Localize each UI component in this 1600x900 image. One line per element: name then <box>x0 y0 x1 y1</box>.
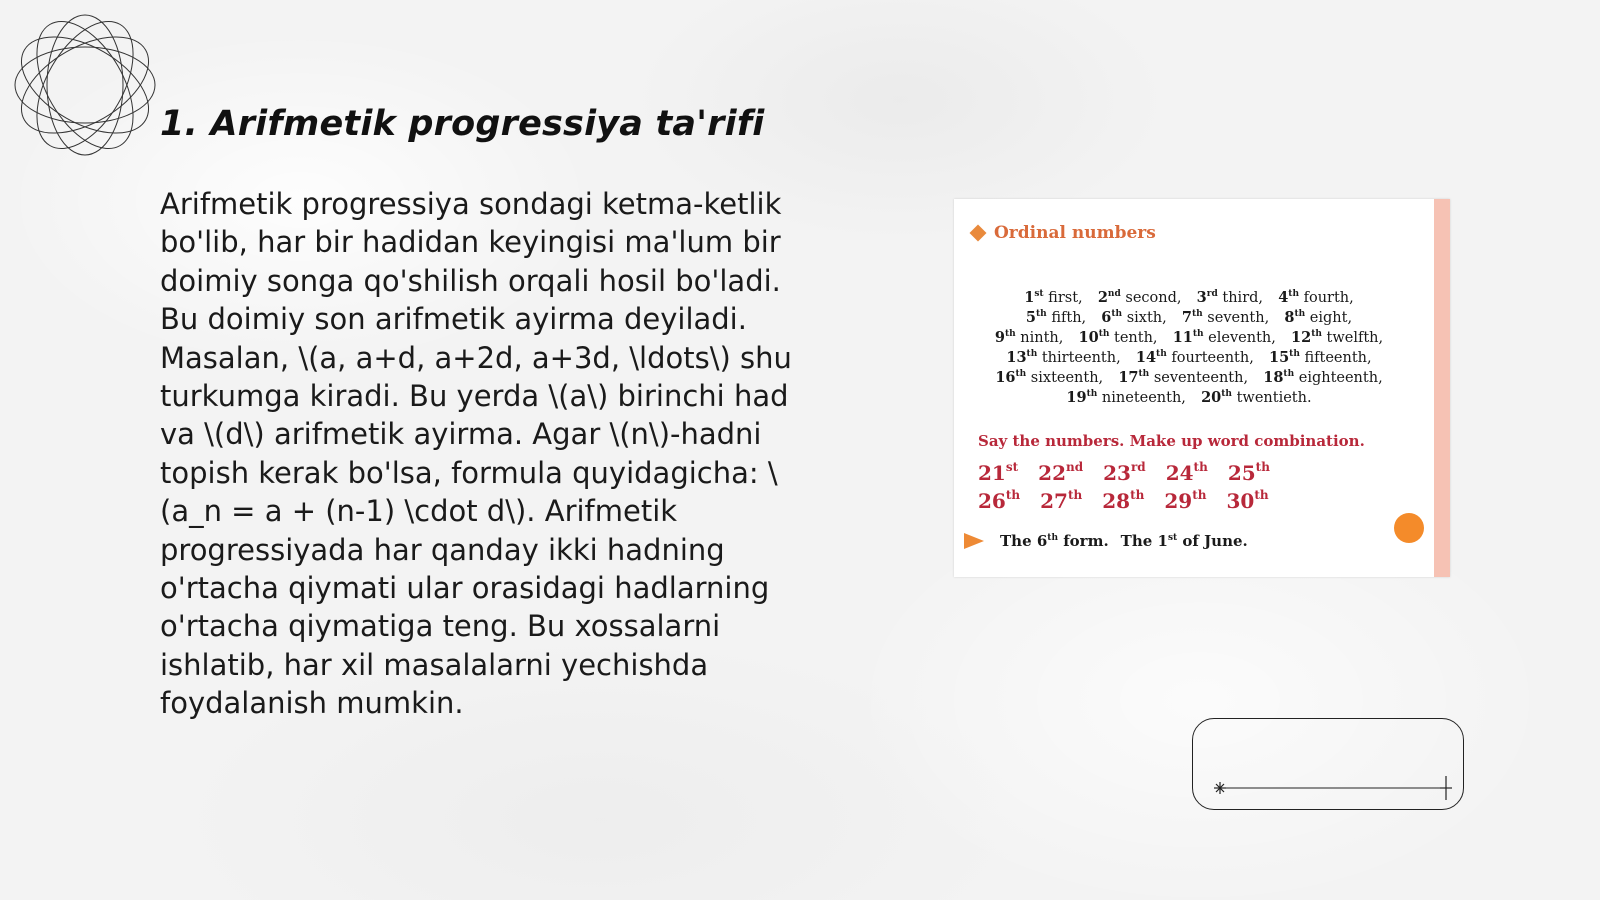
ordinal-number: 16 <box>995 369 1016 386</box>
orange-dot-icon <box>1394 513 1424 543</box>
ordinal-example-suffix: st <box>1005 460 1019 474</box>
ordinal-word: eight, <box>1305 310 1353 326</box>
ordinal-number: 3 <box>1196 289 1207 306</box>
ordinal-suffix: th <box>1283 369 1295 379</box>
ordinal-word: second, <box>1120 290 1182 306</box>
ordinal-word: seventh, <box>1202 310 1270 326</box>
phrase-suffix: th <box>1047 533 1058 543</box>
decorative-frame <box>1192 718 1464 810</box>
ordinal-example: 27th <box>1040 488 1083 513</box>
ordinal-example: 30th <box>1226 488 1269 513</box>
ordinal-line <box>954 309 1424 326</box>
ordinal-number: 13 <box>1006 349 1027 366</box>
card-title: Ordinal numbers <box>994 223 1156 243</box>
ordinal-word: twelfth, <box>1321 330 1384 346</box>
ordinal-suffix: rd <box>1206 289 1218 299</box>
ordinal-suffix: th <box>1138 369 1150 379</box>
diamond-bullet-icon <box>970 225 987 242</box>
ordinal-example: 21st <box>978 460 1019 485</box>
phrase-suffix: st <box>1167 533 1178 543</box>
ordinal-word: first, <box>1043 290 1083 306</box>
decorative-line-icon <box>1192 718 1464 810</box>
ordinal-word: fourteenth, <box>1166 350 1254 366</box>
ordinal-example: 23rd <box>1103 460 1146 485</box>
ordinal-suffix: th <box>1036 309 1047 319</box>
ordinal-number: 9 <box>994 329 1005 346</box>
ordinal-number: 7 <box>1181 309 1192 326</box>
ordinal-word: sixth, <box>1122 310 1167 326</box>
ordinal-number: 17 <box>1118 369 1139 386</box>
ordinal-word: fifteenth, <box>1299 350 1372 366</box>
example-phrase: The 6th form. <box>1000 532 1109 550</box>
ordinal-example-suffix: rd <box>1130 460 1146 474</box>
ordinal-line <box>954 369 1424 386</box>
ordinal-example: 25th <box>1227 460 1270 485</box>
card-instruction: Say the numbers. Make up word combination. <box>978 432 1365 450</box>
ordinal-number: 18 <box>1263 369 1284 386</box>
ordinal-suffix: st <box>1034 289 1044 299</box>
ordinal-number: 4 <box>1278 289 1289 306</box>
example-phrases <box>1000 531 1260 550</box>
ordinal-number: 12 <box>1291 329 1312 346</box>
ordinal-word: sixteenth, <box>1026 370 1104 386</box>
ordinal-word: nineteenth, <box>1097 390 1186 406</box>
ordinal-number: 6 <box>1101 309 1112 326</box>
ordinal-number: 19 <box>1066 389 1087 406</box>
ordinal-word: ninth, <box>1015 330 1064 346</box>
ordinal-example: 26th <box>978 488 1021 513</box>
ordinal-example-row <box>978 461 1290 485</box>
ordinal-example-suffix: th <box>1067 488 1083 502</box>
ordinal-number: 10 <box>1078 329 1099 346</box>
ordinal-suffix: th <box>1191 309 1203 319</box>
slide-body-text: Arifmetik progressiya sondagi ketma-ketlik bo'lib, har bir hadidan keyingisi ma'lum bir doimiy songa qo'shilish orqali hosil bo'ladi. Bu doimiy son arifmetik ayirma deyiladi. Masalan, \(a, a+d, a+2d, a+3d, \ldots\) shu turkumga kiradi. Bu yerda \(a\) birinchi had va \(d\) arifmetik ayirma. Agar \(n\)-hadni topish kerak bo'lsa, formula quyidagicha: \(a_n = a + (n-1) \cdot d\). Arifmetik progressiyada har qanday ikki hadning o'rtacha qiymati ular orasidagi hadlarning o'rtacha qiymatiga teng. Bu xossalarni ishlatib, har xil masalalarni yechishda foydalanish mumkin. <box>160 187 792 721</box>
card-title-row <box>972 223 1156 243</box>
ordinal-number: 14 <box>1135 349 1157 366</box>
ordinal-suffix: th <box>1098 329 1110 339</box>
ordinal-suffix: th <box>1111 309 1123 319</box>
ordinal-suffix: th <box>1288 289 1299 299</box>
phrase-row <box>964 531 1260 550</box>
ordinal-suffix: th <box>1192 329 1204 339</box>
ordinal-example-suffix: th <box>1130 488 1145 502</box>
ordinal-example-suffix: th <box>1254 488 1269 502</box>
ordinal-suffix: th <box>1004 329 1016 339</box>
ordinal-word: seventeenth, <box>1149 370 1249 386</box>
ordinal-number: 2 <box>1097 289 1108 306</box>
ordinal-suffix: th <box>1221 389 1232 399</box>
ordinal-suffix: th <box>1294 309 1306 319</box>
slide-title: 1. Arifmetik progressiya ta'rifi <box>160 104 765 144</box>
ordinal-word: tenth, <box>1109 330 1158 346</box>
ordinal-suffix: th <box>1311 329 1322 339</box>
ordinal-suffix: th <box>1289 349 1300 359</box>
ordinal-example-row <box>978 489 1289 513</box>
ordinal-suffix: th <box>1015 369 1027 379</box>
ordinal-example: 28th <box>1102 488 1145 513</box>
ordinal-example: 24th <box>1165 460 1208 485</box>
ordinal-example-suffix: nd <box>1066 460 1084 474</box>
ordinal-word: third, <box>1217 290 1264 306</box>
ordinal-numbers-image <box>954 199 1450 577</box>
ordinal-example-suffix: th <box>1255 460 1270 474</box>
ordinal-example: 29th <box>1164 488 1207 513</box>
ordinal-line <box>954 349 1424 366</box>
ordinal-number: 5 <box>1025 309 1037 326</box>
ordinal-suffix: th <box>1026 349 1038 359</box>
ordinal-word: fifth, <box>1046 310 1087 326</box>
ordinal-number: 11 <box>1172 329 1193 346</box>
ordinal-line <box>954 329 1424 346</box>
card-stripe <box>1434 199 1450 577</box>
decorative-rings-icon <box>10 10 160 160</box>
ordinal-suffix: th <box>1156 349 1167 359</box>
ordinal-word: fourth, <box>1298 290 1354 306</box>
ordinal-number: 20 <box>1201 389 1222 406</box>
ordinal-example-suffix: th <box>1192 488 1207 502</box>
ordinal-word: eleventh, <box>1203 330 1276 346</box>
ordinal-word: eighteenth, <box>1294 370 1383 386</box>
ordinal-suffix: th <box>1086 389 1098 399</box>
ordinal-number: 15 <box>1268 349 1290 366</box>
ordinal-example-suffix: th <box>1193 460 1208 474</box>
play-triangle-icon <box>964 533 984 549</box>
ordinal-word: thirteenth, <box>1037 350 1121 366</box>
example-phrase: The 1st of June. <box>1120 532 1248 550</box>
ordinal-line <box>954 289 1424 306</box>
ordinal-line <box>954 389 1424 406</box>
ordinal-number: 8 <box>1284 309 1295 326</box>
ordinal-example-suffix: th <box>1005 488 1021 502</box>
ordinal-number: 1 <box>1024 289 1035 306</box>
ordinal-example: 22nd <box>1038 460 1084 485</box>
ordinal-suffix: nd <box>1107 289 1121 299</box>
ordinal-word: twentieth. <box>1231 390 1312 406</box>
